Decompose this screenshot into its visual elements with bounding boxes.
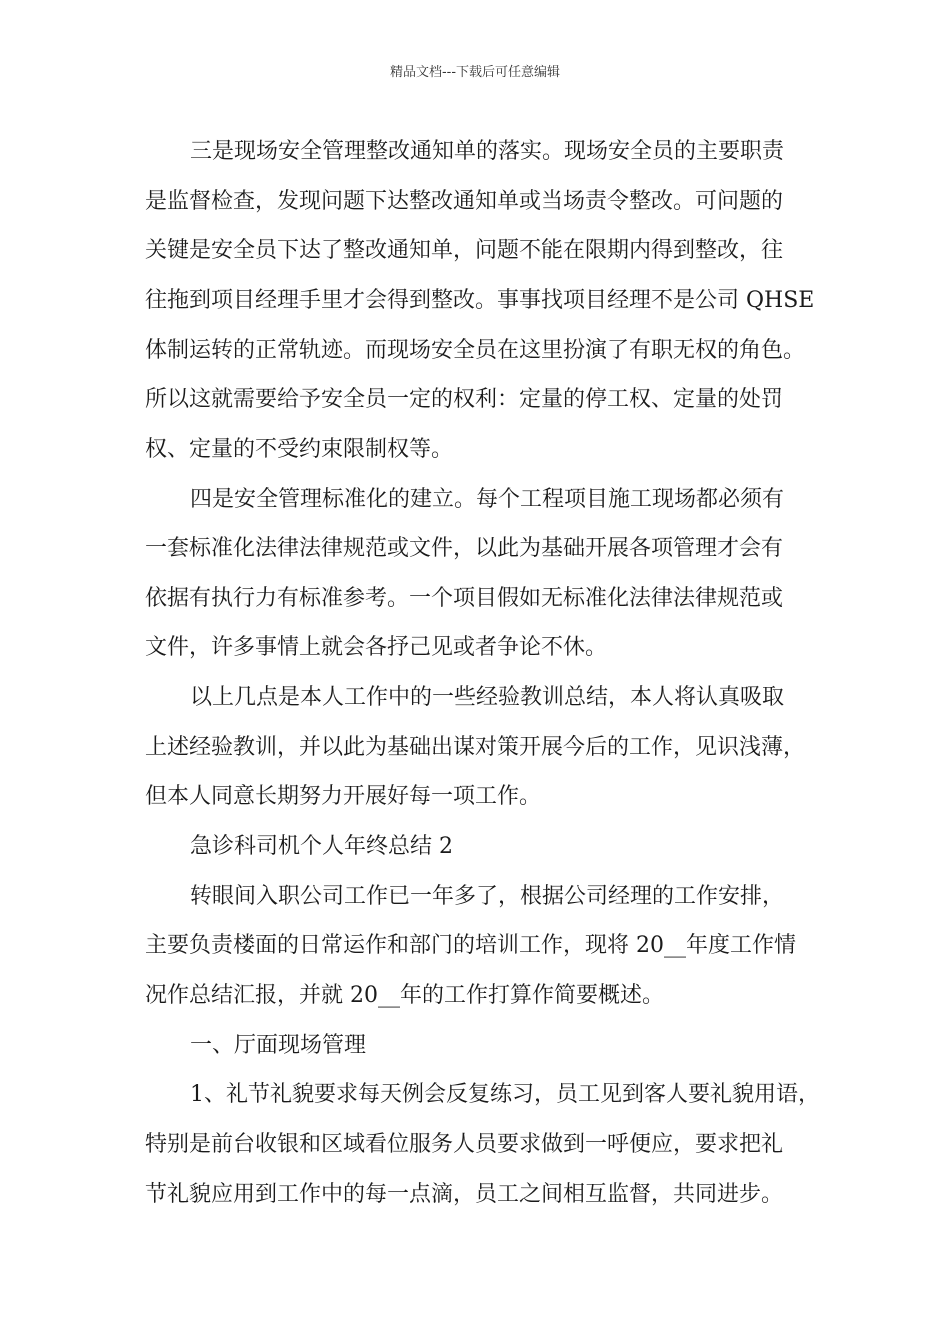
text-line: 特别是前台收银和区域看位服务人员要求做到一呼便应，要求把礼 (145, 1132, 784, 1157)
text-line: 况作总结汇报，并就 20__年的工作打算作简要概述。 (145, 983, 664, 1008)
text-line: 1、礼节礼貌要求每天例会反复练习，员工见到客人要礼貌用语， (190, 1082, 820, 1107)
text-line: 四是安全管理标准化的建立。每个工程项目施工现场都必须有 (190, 487, 785, 512)
text-line: 主要负责楼面的日常运作和部门的培训工作，现将 20__年度工作情 (145, 933, 796, 958)
text-line: 三是现场安全管理整改通知单的落实。现场安全员的主要职责 (190, 139, 785, 164)
text-line: 一套标准化法律法律规范或文件，以此为基础开展各项管理才会有 (145, 536, 784, 561)
text-line: 但本人同意长期努力开展好每一项工作。 (145, 784, 542, 809)
text-line: 是监督检查，发现问题下达整改通知单或当场责令整改。可问题的 (145, 189, 784, 214)
text-line: 以上几点是本人工作中的一些经验教训总结，本人将认真吸取 (190, 685, 785, 710)
section-heading: 急诊科司机个人年终总结 2 (190, 834, 453, 859)
text-line: 所以这就需要给予安全员一定的权利：定量的停工权、定量的处罚 (145, 387, 784, 412)
text-line: 文件，许多事情上就会各抒己见或者争论不休。 (145, 635, 608, 660)
subsection-heading: 一、厅面现场管理 (190, 1033, 367, 1058)
text-line: 上述经验教训，并以此为基础出谋对策开展今后的工作，见识浅薄， (145, 735, 806, 760)
text-line: 关键是安全员下达了整改通知单，问题不能在限期内得到整改，往 (145, 238, 784, 263)
text-line: 体制运转的正常轨迹。而现场安全员在这里扮演了有职无权的角色。 (145, 338, 806, 363)
text-line: 转眼间入职公司工作已一年多了，根据公司经理的工作安排， (190, 884, 785, 909)
text-line: 节礼貌应用到工作中的每一点滴，员工之间相互监督，共同进步。 (145, 1182, 784, 1207)
text-line: 权、定量的不受约束限制权等。 (145, 437, 454, 462)
text-line: 依据有执行力有标准参考。一个项目假如无标准化法律法律规范或 (145, 586, 784, 611)
page-header: 精品文档---下载后可任意编辑 (389, 65, 561, 80)
text-line: 往拖到项目经理手里才会得到整改。事事找项目经理不是公司 QHSE (145, 288, 815, 313)
